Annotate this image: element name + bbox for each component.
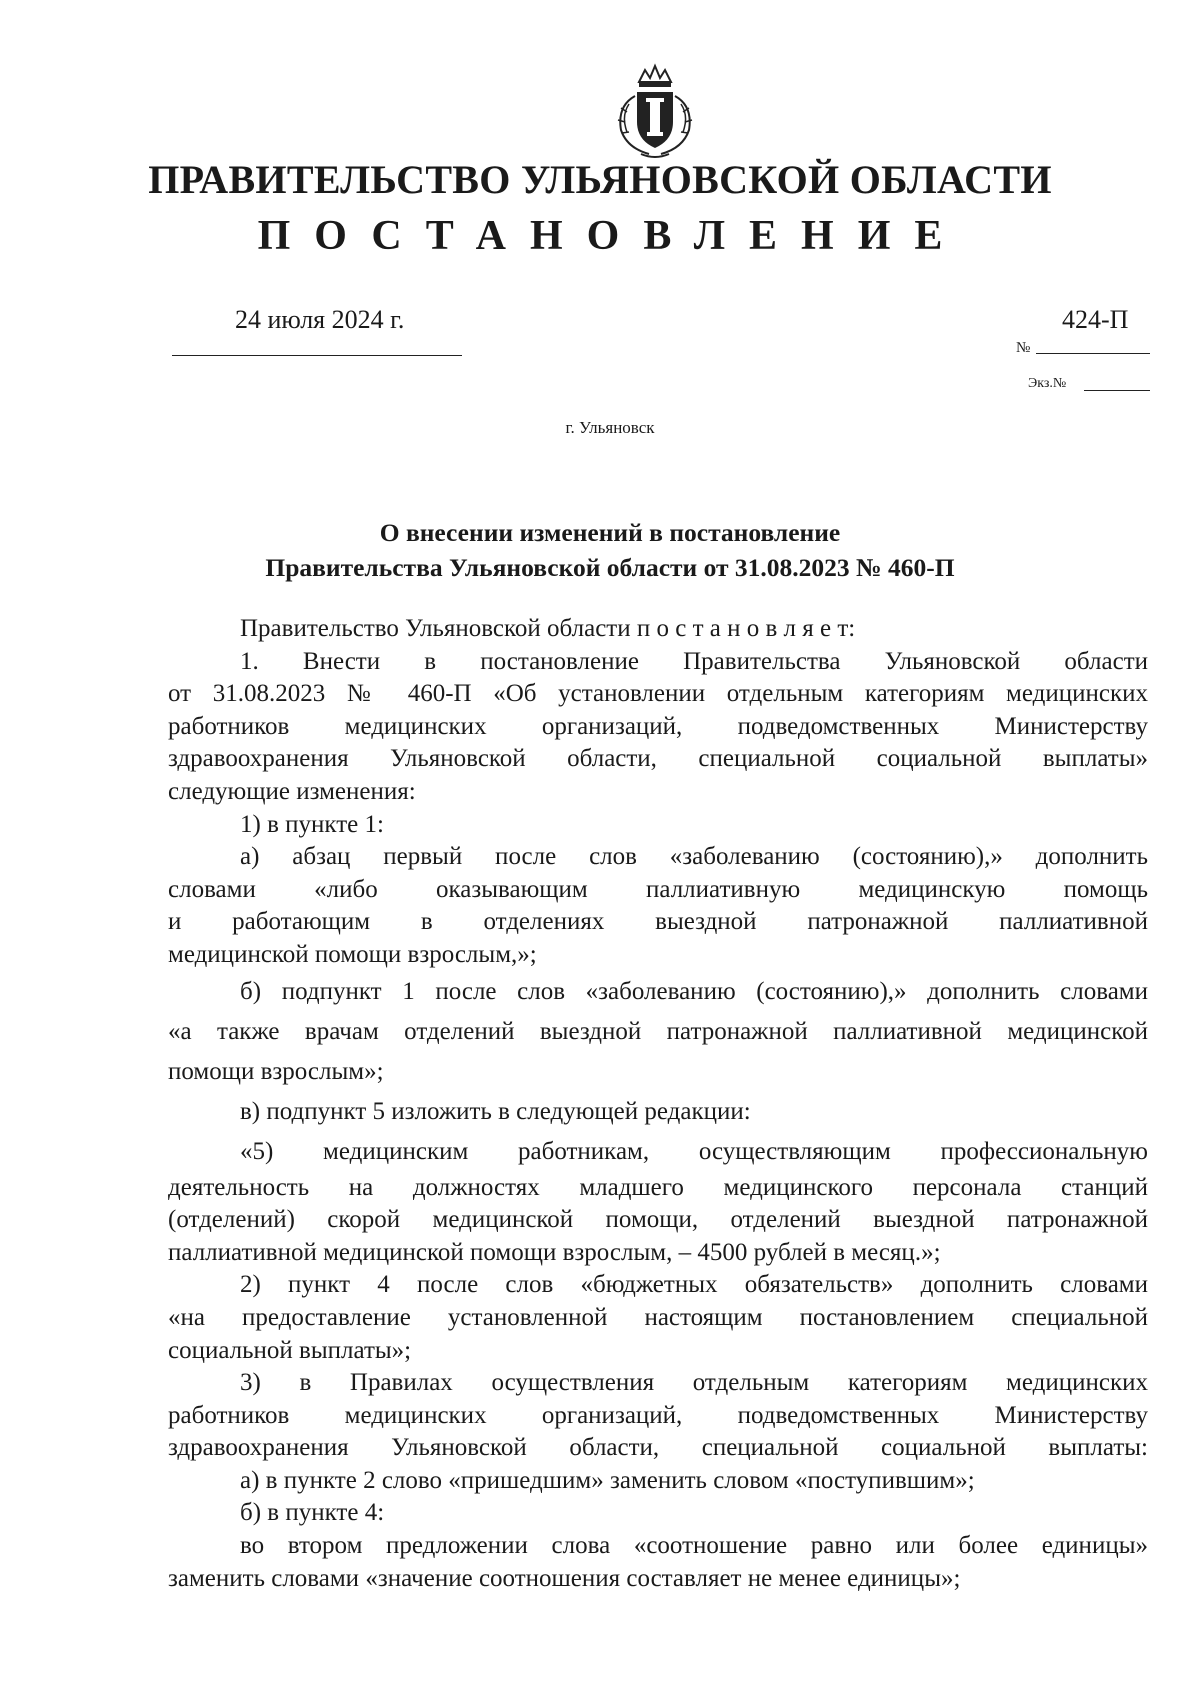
text-line: «5) медицинским работникам, осуществляющим профессиональную	[240, 1137, 1148, 1165]
text-line: заменить словами «значение соотношения составляет не менее единицы»;	[168, 1564, 961, 1592]
text-line: социальной выплаты»;	[168, 1336, 412, 1364]
text-line: паллиативной медицинской помощи взрослым, – 4500 рублей в месяц.»;	[168, 1238, 941, 1266]
text-line: словами «либо оказывающим паллиативную медицинскую помощь	[168, 875, 1148, 903]
text-line: «а также врачам отделений выездной патронажной паллиативной медицинской	[168, 1017, 1148, 1045]
text-line: медицинской помощи взрослым,»;	[168, 940, 537, 968]
text-line: здравоохранения Ульяновской области, специальной социальной выплаты:	[168, 1434, 1148, 1462]
text-line: 2) пункт 4 после слов «бюджетных обязательств» дополнить словами	[240, 1271, 1148, 1299]
organization-title: ПРАВИТЕЛЬСТВО УЛЬЯНОВСКОЙ ОБЛАСТИ	[148, 157, 1052, 202]
city: г. Ульяновск	[565, 418, 655, 437]
title-line: Правительства Ульяновской области от 31.08.2023 № 460-П	[265, 553, 955, 582]
text-line: деятельность на должностях младшего медицинского персонала станций	[168, 1173, 1148, 1201]
text-line: (отделений) скорой медицинской помощи, отделений выездной патронажной	[168, 1206, 1148, 1234]
copy-underline	[1084, 390, 1150, 391]
text-line: а) абзац первый после слов «заболеванию (состоянию),» дополнить	[240, 843, 1148, 871]
document-date: 24 июля 2024 г.	[235, 305, 405, 334]
text-line: и работающим в отделениях выездной патронажной паллиативной	[168, 908, 1148, 936]
title-line: О внесении изменений в постановление	[379, 518, 841, 547]
text-line: 3) в Правилах осуществления отдельным категориям медицинских	[240, 1369, 1148, 1397]
text-line: б) в пункте 4:	[240, 1499, 385, 1527]
document-number: 424-П	[1062, 305, 1129, 334]
text-line: во втором предложении слова «соотношение равно или более единицы»	[240, 1532, 1148, 1560]
text-line: в) подпункт 5 изложить в следующей редакции:	[240, 1097, 751, 1125]
number-underline	[1036, 353, 1150, 354]
number-label: №	[1016, 340, 1031, 356]
text-line: работников медицинских организаций, подведомственных Министерству	[168, 1401, 1148, 1429]
text-line: от 31.08.2023 № 460-П «Об установлении отдельным категориям медицинских	[168, 680, 1148, 708]
coat-of-arms-icon	[609, 60, 701, 160]
text-line: а) в пункте 2 слово «пришедшим» заменить словом «поступившим»;	[240, 1466, 975, 1494]
text-line: 1) в пункте 1:	[240, 810, 384, 838]
date-underline	[172, 355, 462, 356]
text-line: б) подпункт 1 после слов «заболеванию (состоянию),» дополнить словами	[240, 977, 1148, 1005]
text-line: следующие изменения:	[168, 777, 416, 805]
text-line: «на предоставление установленной настоящим постановлением специальной	[168, 1303, 1148, 1331]
copy-label: Экз.№	[1028, 376, 1067, 391]
document-type: ПОСТАНОВЛЕНИЕ	[257, 213, 967, 259]
text-line: 1. Внести в постановление Правительства Ульяновской области	[240, 647, 1148, 675]
text-line: помощи взрослым»;	[168, 1057, 384, 1085]
text-line: Правительство Ульяновской области п о с т а н о в л я е т:	[240, 615, 856, 642]
text-line: здравоохранения Ульяновской области, специальной социальной выплаты»	[168, 745, 1148, 773]
document-body	[168, 613, 1148, 1595]
text-line: работников медицинских организаций, подведомственных Министерству	[168, 712, 1148, 740]
